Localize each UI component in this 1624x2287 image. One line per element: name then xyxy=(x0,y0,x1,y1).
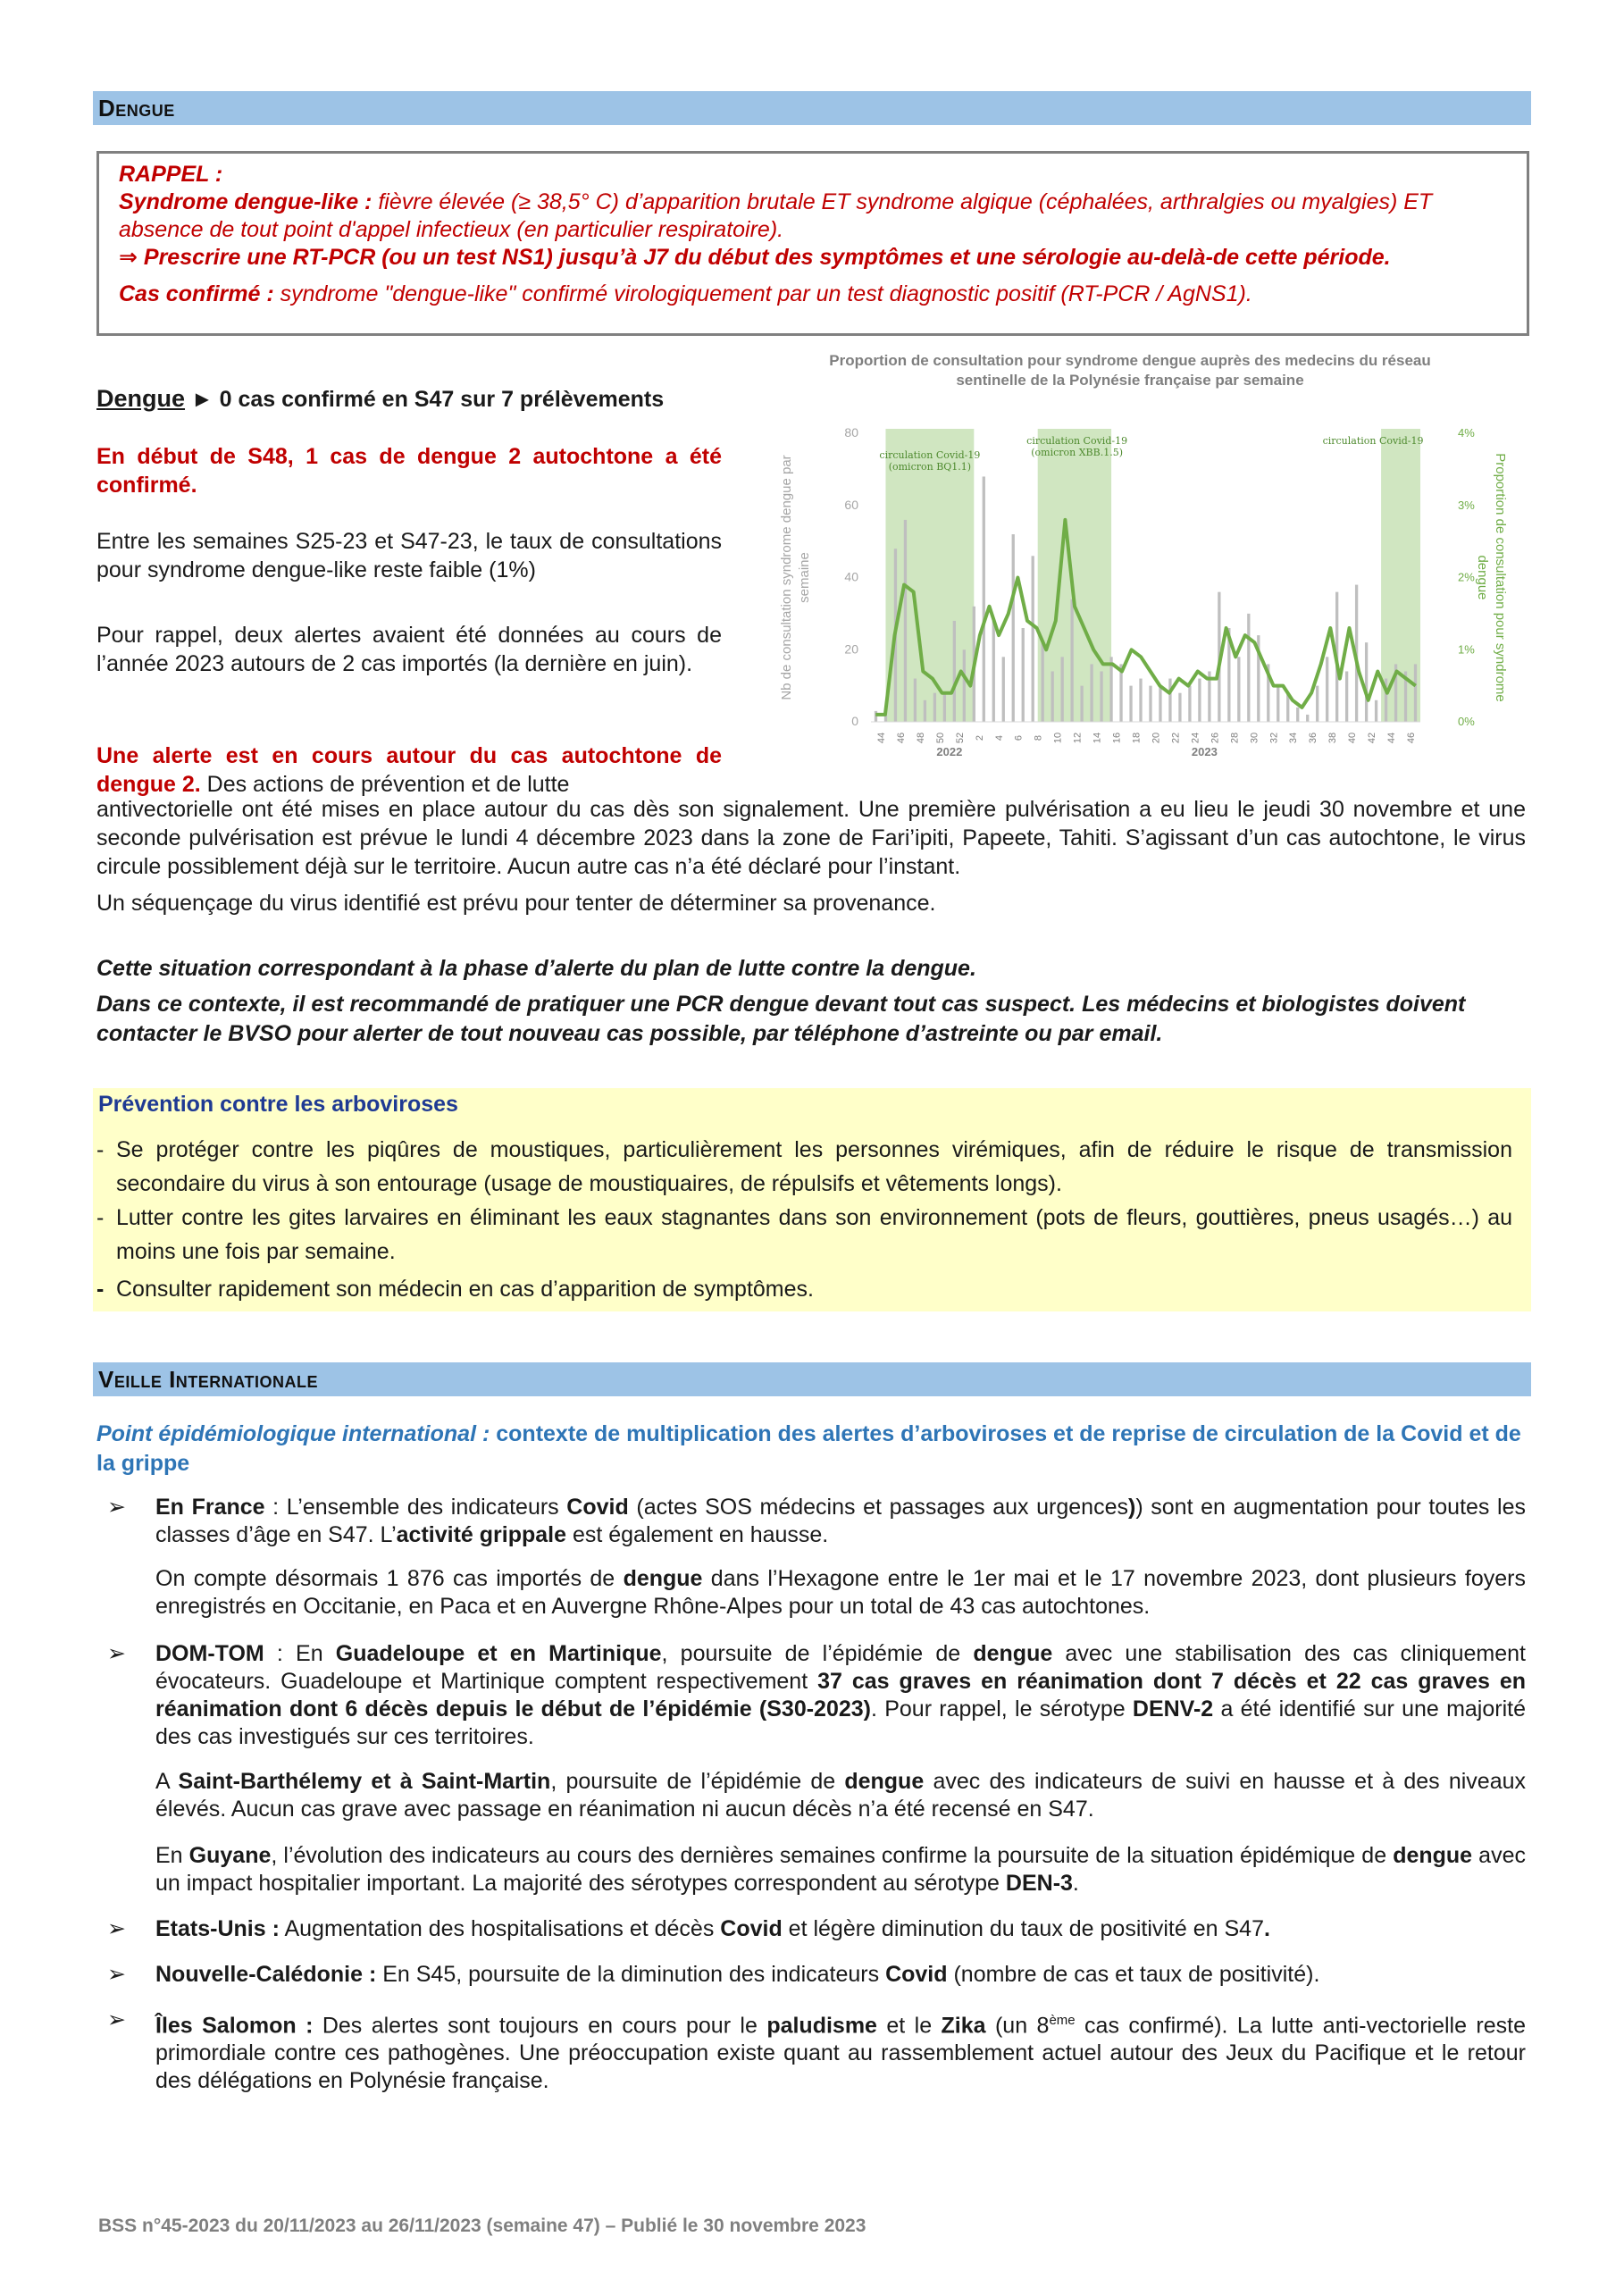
syndrome-label: Syndrome dengue-like : xyxy=(119,189,373,214)
year-label: 2023 xyxy=(1191,745,1218,758)
x-tick: 32 xyxy=(1268,732,1280,744)
year-label: 2022 xyxy=(936,745,963,758)
x-tick: 30 xyxy=(1249,732,1260,744)
prevention-item: - Lutter contre les gites larvaires en éliminant les eaux stagnantes dans son environnement (pots de fleurs, gouttières, pneus usagés…) au moins une fois par semaine. xyxy=(96,1205,1512,1264)
chart-bar xyxy=(1247,614,1250,722)
arrow-bullet-icon: ➢ xyxy=(107,1962,126,1987)
shade-label: circulation Covid-19 (omicron XBB.1.5) xyxy=(1026,435,1128,458)
rappel-box xyxy=(96,151,1529,336)
x-tick: 50 xyxy=(934,732,946,744)
chart-bar xyxy=(924,700,926,722)
chart-bar xyxy=(943,693,946,722)
y-label-right: Proportion de consultation pour syndromedengue xyxy=(1475,453,1508,702)
intl-item-nc: ➢ Nouvelle-Calédonie : En S45, poursuite de la diminution des indicateurs Covid (nombre de cas et taux de positivité). xyxy=(107,1962,1320,1987)
chart-bar xyxy=(1090,664,1092,722)
x-tick: 16 xyxy=(1111,732,1123,744)
x-tick: 44 xyxy=(875,732,887,744)
chart-bar xyxy=(1168,679,1171,722)
y-tick-left: 60 xyxy=(844,497,858,512)
chart-bar xyxy=(1129,686,1132,722)
syndrome-text: fièvre élevée (≥ 38,5° C) d’apparition brutale ET syndrome algique (céphalées, arthralgies ou myalgies) ET absence de tout point d'appel infectieux (en particulier respiratoire). xyxy=(119,189,1433,242)
dengue-headline: Dengue ► 0 cas confirmé en S47 sur 7 prélèvements xyxy=(96,385,665,412)
chart-bar xyxy=(1002,657,1005,722)
section-header-dengue: Dengue xyxy=(93,91,1531,125)
x-tick: 22 xyxy=(1170,732,1182,744)
dengue-red-2-block xyxy=(96,741,722,799)
chart-bar xyxy=(1306,715,1309,722)
dengue-para-4: Un séquençage du virus identifié est prévu pour tenter de déterminer sa provenance. xyxy=(96,891,936,916)
section-header-veille: Veille Internationale xyxy=(93,1362,1531,1396)
dengue-chart xyxy=(764,351,1532,771)
x-tick: 52 xyxy=(954,732,966,744)
x-tick: 2 xyxy=(974,734,985,741)
x-tick: 8 xyxy=(1033,734,1044,741)
dengue-italic-2: Dans ce contexte, il est recommandé de pratiquer une PCR dengue devant tout cas suspect. Les médecins et biologistes doivent contacter le BVSO pour alerter de tout nouveau cas possible, par téléphone d’astreinte ou par email. xyxy=(96,992,1466,1046)
prevention-item: - Se protéger contre les piqûres de moustiques, particulièrement les personnes virémiques, afin de réduire le risque de transmission secondaire du virus à son entourage (usage de moustiquaires, de répulsifs et vêtements longs). xyxy=(96,1137,1512,1196)
intl-para-stbarth: A Saint-Barthélemy et à Saint-Martin, poursuite de l’épidémie de dengue avec des indicateurs de suivi en hausse et à des niveaux élevés. Aucun cas grave avec passage en réanimation ni aucun décès n’a été recensé en S47. xyxy=(155,1769,1527,1822)
chart-bar xyxy=(1100,671,1102,722)
intl-title: Point épidémiologique international : contexte de multiplication des alertes d’arboviroses et de reprise de circulation de la Covid et de la grippe xyxy=(96,1421,1521,1476)
chart-bar xyxy=(1326,657,1328,722)
y-label-left: Nb de consultation syndrome dengue par semaine xyxy=(779,455,812,700)
intl-item-usa: ➢ Etats-Unis : Augmentation des hospitalisations et décès Covid et légère diminution du taux de positivité en S47. xyxy=(107,1916,1270,1941)
x-tick: 18 xyxy=(1131,732,1143,744)
x-tick: 46 xyxy=(895,732,907,744)
chart-bar xyxy=(1277,686,1279,722)
x-tick: 40 xyxy=(1347,732,1359,744)
prevention-item: - Consulter rapidement son médecin en cas d’apparition de symptômes. xyxy=(96,1277,814,1302)
x-tick: 28 xyxy=(1229,732,1241,744)
shade-label: circulation Covid-19 (omicron BQ1.1) xyxy=(879,449,981,473)
chart-bar xyxy=(1042,642,1044,722)
dengue-para-3a: Des actions de prévention et de lutte xyxy=(200,772,570,797)
chart-bar xyxy=(1375,700,1377,722)
footer: BSS n°45-2023 du 20/11/2023 au 26/11/2023 (semaine 47) – Publié le 30 novembre 2023 xyxy=(98,2216,866,2236)
x-tick: 26 xyxy=(1210,732,1221,744)
chart-bar xyxy=(1022,628,1025,722)
y-tick-right: 3% xyxy=(1458,498,1475,512)
y-tick-right: 1% xyxy=(1458,642,1475,657)
intl-para-guyane: En Guyane, l’évolution des indicateurs au cours des dernières semaines confirme la poursuite de la situation épidémique de dengue avec un impact hospitalier important. La majorité des sérotypes correspondent au sérotype DEN-3. xyxy=(155,1843,1526,1896)
x-tick: 48 xyxy=(915,732,926,744)
chart-bar xyxy=(875,711,877,722)
chart-bar xyxy=(1070,599,1073,722)
y-tick-right: 2% xyxy=(1458,570,1475,584)
dengue-red-2: Une alerte est en cours autour du cas autochtone de dengue 2. xyxy=(96,743,722,797)
prevention-list xyxy=(96,1133,1512,1306)
chart-bar xyxy=(1198,679,1201,722)
x-tick: 14 xyxy=(1092,732,1103,744)
x-tick: 4 xyxy=(993,734,1005,741)
chart-bar xyxy=(1316,686,1318,722)
chart-bar xyxy=(953,621,956,722)
intl-item-france: ➢ En France : L’ensemble des indicateurs Covid (actes SOS médecins et passages aux urgences)) sont en augmentation pour toutes les classes d’âge en S47. L’activité grippale est également en hausse. xyxy=(107,1495,1527,1547)
dengue-para-3b: antivectorielle ont été mises en place autour du cas dès son signalement. Une première pulvérisation a eu lieu le jeudi 30 novembre et une seconde pulvérisation est prévue le lundi 4 décembre 2023 dans la zone de Fari’ipiti, Papeete, Tahiti. S’agissant d’un cas autochtone, le virus circule possiblement déjà sur le territoire. Aucun autre cas n’a été déclaré pour l’instant. xyxy=(96,797,1526,879)
cas-confirme-label: Cas confirmé : xyxy=(119,281,274,306)
chart-bar xyxy=(1296,708,1299,722)
chart-title: Proportion de consultation pour syndrome dengue auprès des medecins du réseau sentinelle de la Polynésie française par semaine xyxy=(829,352,1431,389)
chart-bar xyxy=(1237,657,1240,722)
intl-para-france-2: On compte désormais 1 876 cas importés de dengue dans l’Hexagone entre le 1er mai et le 17 novembre 2023, dont plusieurs foyers enregistrés en Occitanie, en Paca et en Auvergne Rhône-Alpes pour un total de 43 cas autochtones. xyxy=(155,1566,1526,1619)
arrow-bullet-icon: ➢ xyxy=(107,1495,126,1520)
chart-svg xyxy=(764,351,1532,771)
dengue-red-1: En début de S48, 1 cas de dengue 2 autochtone a été confirmé. xyxy=(96,444,722,498)
chart-bar xyxy=(933,693,936,722)
chart-bar xyxy=(1012,534,1015,722)
dengue-italic-1: Cette situation correspondant à la phase d’alerte du plan de lutte contre la dengue. xyxy=(96,956,976,981)
x-tick: 6 xyxy=(1013,734,1025,741)
chart-bar xyxy=(1188,686,1191,722)
dengue-para-2: Pour rappel, deux alertes avaient été données au cours de l’année 2023 autours de 2 cas importés (la dernière en juin). xyxy=(96,623,722,676)
y-tick-right: 4% xyxy=(1458,426,1475,440)
chart-bar xyxy=(904,520,907,722)
intl-item-domtom: ➢ DOM-TOM : En Guadeloupe et en Martinique, poursuite de l’épidémie de dengue avec une stabilisation des cas cliniquement évocateurs. Guadeloupe et Martinique comptent respectivement 37 cas graves en réanimation dont 7 décès et 22 cas graves en réanimation dont 6 décès depuis le début de l’épidémie (S30-2023). Pour rappel, le sérotype DENV-2 a été identifié sur une majorité des cas investigués sur ces territoires. xyxy=(107,1641,1526,1749)
x-tick: 12 xyxy=(1072,732,1084,744)
chart-bar xyxy=(1159,686,1161,722)
y-tick-left: 80 xyxy=(844,425,858,440)
chart-bar xyxy=(1061,657,1064,722)
chart-bar xyxy=(1032,556,1034,722)
chart-bar xyxy=(1365,642,1368,722)
intl-item-salomon: ➢ Îles Salomon : Des alertes sont toujours en cours pour le paludisme et le Zika (un 8ème cas confirmé). La lutte anti-vectorielle reste primordiale contre ces pathogènes. Une préoccupation existe quant au rassemblement actuel autour des Jeux du Pacifique et le retour des délégations en Polynésie française. xyxy=(107,2007,1526,2094)
y-tick-left: 0 xyxy=(851,714,858,728)
arrow-bullet-icon: ➢ xyxy=(107,1641,126,1666)
x-tick: 38 xyxy=(1327,732,1339,744)
x-tick: 24 xyxy=(1190,732,1201,744)
chart-bar xyxy=(1139,679,1142,722)
y-tick-right: 0% xyxy=(1458,715,1475,728)
chart-bar xyxy=(983,476,985,722)
y-tick-left: 20 xyxy=(844,641,858,657)
prevention-title: Prévention contre les arboviroses xyxy=(98,1092,458,1117)
rappel-title: RAPPEL : xyxy=(119,162,223,187)
chart-bar xyxy=(1345,671,1348,722)
chart-bar xyxy=(914,679,917,722)
arrow-bullet-icon: ➢ xyxy=(107,2007,126,2032)
x-tick: 42 xyxy=(1367,732,1378,744)
cas-confirme-text: syndrome "dengue-like" confirmé virologiquement par un test diagnostic positif (RT-PCR / AgNS1). xyxy=(273,281,1252,306)
x-tick: 46 xyxy=(1406,732,1418,744)
dengue-para-1: Entre les semaines S25-23 et S47-23, le taux de consultations pour syndrome dengue-like reste faible (1%) xyxy=(96,529,722,582)
chart-bar xyxy=(1080,686,1083,722)
shade-label: circulation Covid-19 xyxy=(1322,435,1424,447)
chart-bar xyxy=(992,621,995,722)
chart-bar xyxy=(1178,693,1181,722)
x-tick: 10 xyxy=(1052,732,1064,744)
x-tick: 36 xyxy=(1308,732,1319,744)
prescrire-text: ⇒ Prescrire une RT-PCR (ou un test NS1) jusqu’à J7 du début des symptômes et une sérologie au-delà-de cette période. xyxy=(119,245,1391,270)
chart-bar xyxy=(1149,686,1151,722)
arrow-bullet-icon: ➢ xyxy=(107,1916,126,1941)
x-tick: 34 xyxy=(1288,732,1300,744)
x-tick: 20 xyxy=(1151,732,1162,744)
x-tick: 44 xyxy=(1386,732,1398,744)
chart-bar xyxy=(963,649,966,722)
chart-bar xyxy=(1414,664,1417,722)
y-tick-left: 40 xyxy=(844,569,858,584)
chart-bar xyxy=(1109,657,1112,722)
chart-bar xyxy=(1051,671,1054,722)
